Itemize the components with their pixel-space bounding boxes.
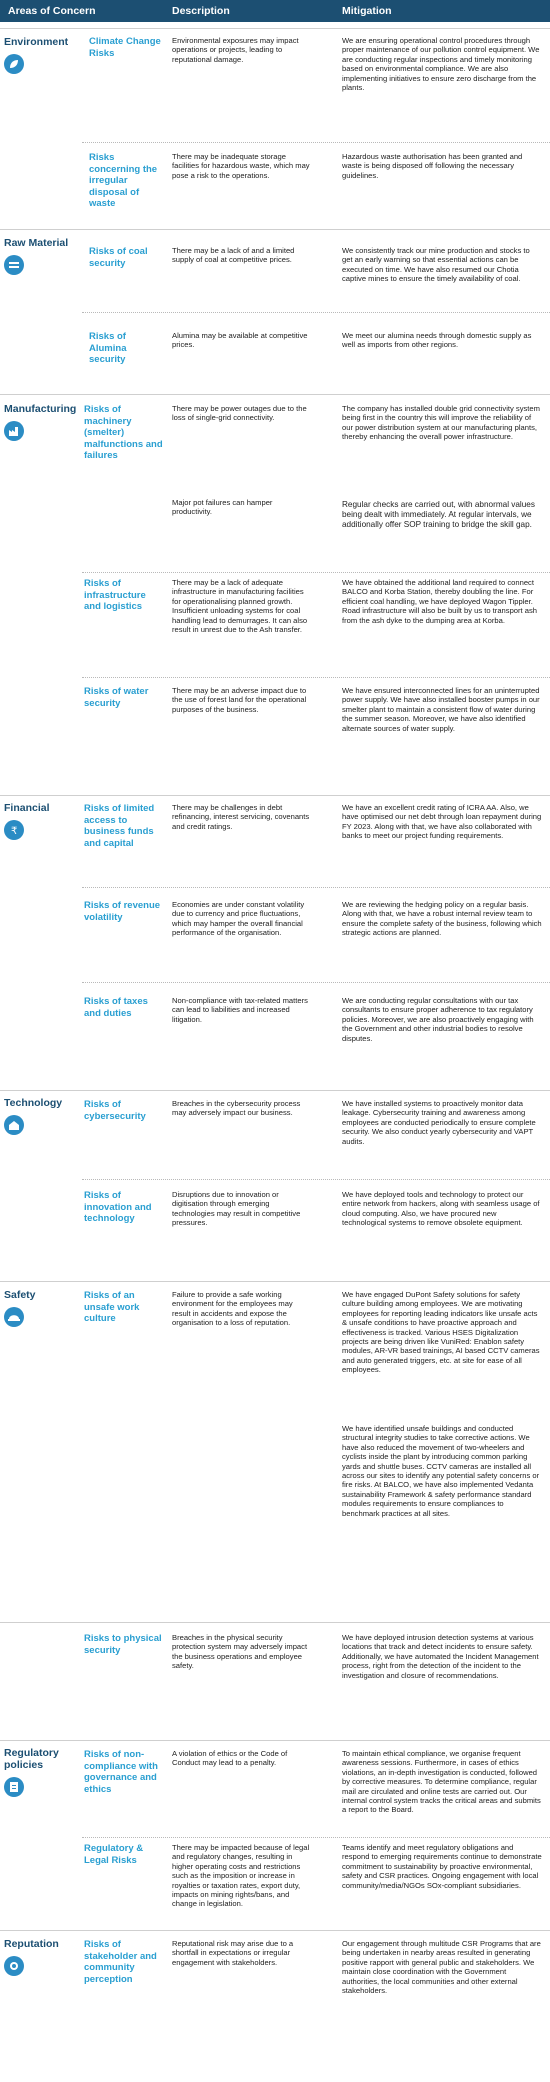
risk-title: Risks of non-compliance with governance and ethics — [84, 1749, 158, 1795]
area-name: Environment — [4, 36, 69, 48]
risk-description: Major pot failures can hamper productivity. — [172, 498, 273, 517]
risk-description: There may be an adverse impact due to the use of forest land for the operational purposes of the business. — [172, 686, 307, 714]
risk-title: Risks of stakeholder and community perception — [84, 1939, 157, 1985]
risk-description: Alumina may be available at competitive prices. — [172, 331, 308, 350]
risk-description: Economies are under constant volatility due to currency and price fluctuations, which may hamper the overall financial performance of the organisation. — [172, 900, 305, 938]
risk-description: Reputational risk may arise due to a shortfall in expectations or irregular engagement with stakeholders. — [172, 1939, 294, 1967]
risk-title: Risks concerning the irregular disposal of waste — [89, 152, 158, 209]
risk-mitigation: We have obtained the additional land required to connect BALCO and Korba Station, thereby doubling the line. For efficient coal handling, we have deployed Wagon Tippler. Road infrastructure will also be built by us to transport ash from the ash dyke to the dumping area at Korba. — [342, 578, 538, 625]
home-network-icon — [4, 1115, 24, 1135]
row-divider — [82, 1179, 550, 1180]
risk-description: Non-compliance with tax-related matters can lead to liabilities and increased litigation. — [172, 996, 308, 1024]
risk-mitigation: The company has installed double grid connectivity system being first in the country this will improve the reliability of our power distribution system at our manufacturing plants, thereby enhancing the overall power infrastructure. — [342, 404, 540, 442]
risk-title: Risks of an unsafe work culture — [84, 1290, 140, 1324]
risk-mitigation: Regular checks are carried out, with abnormal values being dealt with immediately. At regular intervals, we additionally offer SOP training to bridge the skill gap. — [342, 500, 535, 530]
leaf-icon — [4, 54, 24, 74]
risk-mitigation: We have deployed intrusion detection systems at various locations that track and detect incidents to ensure safety. Additionally, we have automated the Incident Management process, right from the detection of the incident to the investigation and closure of recommendations. — [342, 1633, 539, 1680]
risk-description: Failure to provide a safe working environment for the employees may result in accidents and expose the organisation to a loss of reputation. — [172, 1290, 293, 1328]
risk-mitigation: We are reviewing the hedging policy on a regular basis. Along with that, we have a robust internal review team to ensure the complete safety of the business, following which strategic actions are planned. — [342, 900, 542, 938]
header-areas: Areas of Concern — [8, 5, 96, 17]
risk-description: Disruptions due to innovation or digitisation through emerging technologies may result in competitive pressures. — [172, 1190, 301, 1228]
section-divider — [0, 394, 550, 395]
row-divider — [0, 28, 550, 29]
rupee-icon — [4, 820, 24, 840]
risk-description: There may be challenges in debt refinancing, interest servicing, covenants and credit ratings. — [172, 803, 310, 831]
risk-title: Climate Change Risks — [89, 36, 161, 59]
row-divider — [82, 982, 550, 983]
conveyor-icon — [4, 255, 24, 275]
risk-title: Regulatory & Legal Risks — [84, 1843, 144, 1866]
risk-mitigation: To maintain ethical compliance, we organise frequent awareness sessions. Furthermore, in cases of ethics violations, an in-depth investigation is conducted, followed by corrective measures. To determine compliance, regular mail are circulated and online tests are carried out. Our internal control system tracks the critical areas and submits a report to the Board. — [342, 1749, 541, 1815]
risk-description: There may be a lack of adequate infrastructure in manufacturing facilities for operationalising planned growth. Insufficient unloading systems for coal handling lead to demurrages. It can also result in unrest due to the Ash transfer. — [172, 578, 308, 635]
risk-title: Risks of revenue volatility — [84, 900, 161, 923]
risk-title: Risks of limited access to business funds and capital — [84, 803, 155, 849]
row-divider — [82, 572, 550, 573]
risk-mitigation: We have installed systems to proactively monitor data leakage. Cybersecurity training and awareness among employees are conducted periodically to ensure complete security. We also conduct yearly cybersecurity and VAPT audits. — [342, 1099, 536, 1146]
risk-title: Risks of machinery (smelter) malfunctions and failures — [84, 404, 163, 461]
svg-text:₹: ₹ — [11, 826, 18, 836]
table-header — [0, 0, 550, 22]
helmet-icon — [4, 1307, 24, 1327]
risk-description: There may be power outages due to the loss of single-grid connectivity. — [172, 404, 307, 423]
risk-mitigation: We have engaged DuPont Safety solutions for safety culture building among employees. We are motivating employees for reporting leading indicators like unsafe acts & unsafe conditions to have proactive approach and effectiveness is tracked. Various HSES Digitalization projects are being driven like VuniRed: Enablon safety modules, AR-VR based trainings, AI based CCTV cameras and auto generated triggers, etc. at site for ease of all employees. — [342, 1290, 540, 1375]
factory-icon — [4, 421, 24, 441]
risk-mitigation: Our engagement through multitude CSR Programs that are being undertaken in nearby areas resulted in generating positive rapport with general public and stakeholders. We maintain close coordination with the Government authorities, the local communities and other external stakeholders. — [342, 1939, 541, 1996]
risk-description: Environmental exposures may impact operations or projects, leading to reputational damage. — [172, 36, 299, 64]
risk-title: Risks of coal security — [89, 246, 148, 269]
risk-mitigation: Teams identify and meet regulatory obligations and respond to emerging requirements continue to demonstrate commitment to sustainability by proactive environmental, safety and CSR practices. Ongoing engagement with local community/media/NGOs SOx-compliant subsidiaries. — [342, 1843, 542, 1890]
risk-title: Risks of taxes and duties — [84, 996, 148, 1019]
risk-mitigation: We are conducting regular consultations with our tax consultants to ensure proper adherence to tax regulatory policies. Moreover, we are also proactively engaging with the Government and other industrial bodies to resolve disputes. — [342, 996, 534, 1043]
risk-mitigation: We consistently track our mine production and stocks to get an early warning so that essential actions can be executed on time. We have also resumed our Chotia captive mines to ensure the timely availability of coal. — [342, 246, 530, 284]
section-divider — [0, 795, 550, 796]
risk-title: Risks of water security — [84, 686, 149, 709]
row-divider — [82, 1837, 550, 1838]
area-name: Financial — [4, 802, 50, 814]
area-name: Manufacturing — [4, 403, 77, 415]
area-name: Regulatory policies — [4, 1747, 59, 1771]
section-divider — [0, 229, 550, 230]
risk-title: Risks of innovation and technology — [84, 1190, 152, 1224]
row-divider — [82, 312, 550, 313]
risk-description: Breaches in the physical security protection system may adversely impact the business operations and employee safety. — [172, 1633, 308, 1671]
policy-document-icon — [4, 1777, 24, 1797]
section-divider — [0, 1740, 550, 1741]
risk-title: Risks to physical security — [84, 1633, 162, 1656]
reputation-badge-icon — [4, 1956, 24, 1976]
risk-mitigation: We have ensured interconnected lines for an uninterrupted power supply. We have also installed booster pumps in our smelter plant to maintain a consistent flow of water during the summer season. Moreover, we have also identified alternate sources of water supply. — [342, 686, 540, 733]
risk-title: Risks of cybersecurity — [84, 1099, 146, 1122]
risk-mitigation: Hazardous waste authorisation has been granted and waste is being disposed off following the necessary guidelines. — [342, 152, 523, 180]
area-name: Reputation — [4, 1938, 59, 1950]
section-divider — [0, 1090, 550, 1091]
area-name: Technology — [4, 1097, 63, 1109]
row-divider — [82, 677, 550, 678]
risk-mitigation-continued: We have identified unsafe buildings and conducted structural integrity studies to take corrective actions. We have also reduced the movement of two-wheelers and cyclists inside the plant by introducing common parking yards and shuttle buses. CCTV cameras are installed all across our sites to identify any potential safety concerns or fire risks. At BALCO, we have also implemented Vedanta sustainability Framework & safety performance standard modules requirements to ensure compliances to benchmark practices at all sites. — [342, 1424, 540, 1518]
risk-description: A violation of ethics or the Code of Conduct may lead to a penalty. — [172, 1749, 288, 1768]
risk-mitigation: We have deployed tools and technology to protect our entire network from hackers, along with seamless usage of cloud computing. Also, we have procured new technological systems to remove obsolete equipment. — [342, 1190, 540, 1228]
risk-mitigation: We have an excellent credit rating of ICRA AA. Also, we have optimised our net debt through loan repayment during FY 2023. Along with that, we have also collaborated with banks to meet our project funding requirements. — [342, 803, 542, 841]
header-mitigation: Mitigation — [342, 5, 392, 17]
risk-mitigation: We are ensuring operational control procedures through proper maintenance of our pollution control equipment. We are conducting regular inspections and timely monitoring based on environmental compliance. We are also implementing initiatives to ensure zero discharge from the plants. — [342, 36, 540, 93]
section-divider — [0, 1930, 550, 1931]
risk-description: There may be inadequate storage facilities for hazardous waste, which may pose a risk to the operations. — [172, 152, 310, 180]
risk-description: There may be a lack of and a limited supply of coal at competitive prices. — [172, 246, 295, 265]
section-divider — [0, 1622, 550, 1623]
area-name: Raw Material — [4, 237, 69, 249]
header-description: Description — [172, 5, 230, 17]
risk-description: There may be impacted because of legal and regulatory changes, resulting in higher operating costs and restrictions such as the imposition or increase in royalties or taxation rates, export duty, impacts on mining rights/bans, and change in legislation. — [172, 1843, 310, 1909]
row-divider — [82, 887, 550, 888]
risk-title: Risks of infrastructure and logistics — [84, 578, 146, 612]
risk-description: Breaches in the cybersecurity process may adversely impact our business. — [172, 1099, 301, 1118]
risk-title: Risks of Alumina security — [89, 331, 127, 365]
risk-mitigation: We meet our alumina needs through domestic supply as well as imports from other regions. — [342, 331, 532, 350]
area-name: Safety — [4, 1289, 36, 1301]
section-divider — [0, 1281, 550, 1282]
row-divider — [82, 142, 550, 143]
